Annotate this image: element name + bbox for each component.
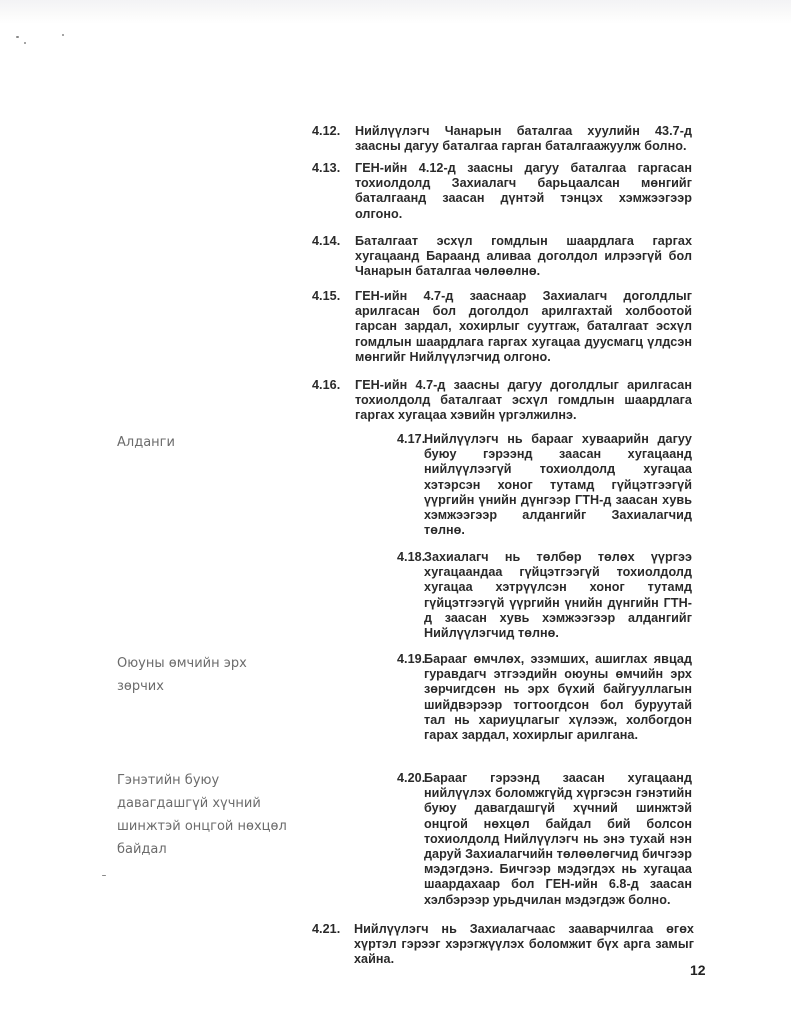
- clause-4-20: [397, 771, 692, 908]
- clause-text: Барааг гэрээнд заасан хугацаанд нийлүүлэх боломжгүйд хүргэсэн гэнэтийн буюу давагдашгүй хүчний шинжтэй онцгой нөхцөл байдал бий болсон тохиолдолд Нийлүүлэгч нь энэ тухай нэн даруй Захиалагчийн төлөөлөгчид бичгээр мэдэгдэнэ. Бичгээр мэдэгдэх нь хугацаа шаардахаар бол ГЕН-ийн 6.8-д заасан хэлбэрээр урьдчилан мэдэгдэж болно.: [424, 771, 692, 907]
- clause-text: Нийлүүлэгч Чанарын баталгаа хуулийн 43.7-д заасны дагуу баталгаа гарган баталгаажуулж болно.: [355, 124, 692, 154]
- clause-4-21: [312, 922, 694, 968]
- clause-4-14: [312, 234, 692, 280]
- clause-4-17: [397, 432, 692, 538]
- clause-number: 4.17.: [397, 432, 426, 446]
- clause-4-12: [312, 124, 692, 154]
- scan-speck: [24, 42, 26, 44]
- clause-number: 4.19.: [397, 652, 426, 666]
- clause-4-19: [397, 652, 692, 743]
- clause-number: 4.20.: [397, 771, 426, 785]
- clause-text: Баталгаат эсхүл гомдлын шаардлага гаргах хугацаанд Бараанд аливаа доголдол илрээгүй бол Чанарын баталгаа чөлөөлнө.: [355, 234, 692, 279]
- sidebar-heading-force-majeure: Гэнэтийн буюу давагдашгүй хүчний шинжтэй онцгой нөхцөл байдал: [117, 773, 287, 857]
- clause-text: Захиалагч нь төлбөр төлөх үүргээ хугацаандаа гүйцэтгээгүй тохиолдолд хугацаа хэтрүүлсэн хоног тутамд гүйцэтгээгүй үүргийн үнийн дүнгийн ГТН-д заасан хувь хэмжээгээр алдангийг Нийлүүлэгчид төлнө.: [424, 550, 692, 641]
- sidebar-heading-intellectual-property: Оюуны өмчийн эрх зөрчих: [117, 656, 247, 694]
- clause-text: Нийлүүлэгч нь барааг хуваарийн дагуу буюу гэрээнд заасан хугацаанд нийлүүлээгүй тохиолдолд хугацаа хэтэрсэн хоног тутамд гүйцэтгээгүй үүргийн үнийн дүнгээр ГТН-д заасан хувь хэмжээгээр алдангийг Захиалагчид төлнө.: [424, 432, 692, 538]
- clause-number: 4.14.: [312, 234, 341, 248]
- clause-4-15: [312, 289, 692, 365]
- clause-number: 4.21.: [312, 922, 341, 936]
- clause-number: 4.15.: [312, 289, 341, 303]
- scan-speck: [16, 36, 19, 38]
- clause-number: 4.12.: [312, 124, 341, 138]
- clause-4-13: [312, 161, 692, 222]
- clause-4-18: [397, 550, 692, 641]
- clause-number: 4.13.: [312, 161, 341, 175]
- scan-speck: [102, 875, 106, 876]
- clause-text: Нийлүүлэгч нь Захиалагчаас зааварчилгаа өгөх хүртэл гэрээг хэрэгжүүлэх боломжит бүх арга замыг хайна.: [354, 922, 694, 967]
- clause-4-16: [312, 378, 692, 424]
- clause-text: ГЕН-ийн 4.7-д заасны дагуу доголдлыг арилгасан тохиолдолд баталгаат эсхүл гомдлын шаардлага гаргах хугацаа хэвийн үргэлжилнэ.: [355, 378, 692, 423]
- clause-text: Барааг өмчлөх, эзэмших, ашиглах явцад гуравдагч этгээдийн оюуны өмчийн эрх зөрчигдсөн нь эрх бүхий байгууллагын шийдвэрээр тогтоогдсон бол буруутай тал нь хариуцлагыг хүлээж, холбогдон гарах зардал, хохирлыг арилгана.: [424, 652, 692, 743]
- sidebar-heading-penalty: Алданги: [117, 435, 175, 450]
- clause-number: 4.18.: [397, 550, 426, 564]
- clause-text: ГЕН-ийн 4.12-д заасны дагуу баталгаа гаргасан тохиолдолд Захиалагч барьцаалсан мөнгийг баталгаанд заасан дүнтэй тэнцэх хэмжээгээр олгоно.: [355, 161, 692, 221]
- scan-speck: [62, 34, 64, 36]
- clause-number: 4.16.: [312, 378, 341, 392]
- clause-text: ГЕН-ийн 4.7-д зааснаар Захиалагч доголдлыг арилгасан бол доголдол арилгахтай холбоотой гарсан зардал, хохирлыг суутгаж, баталгаат эсхүл гомдлын шаардлага гаргах хугацаа дуусмагц үлдсэн мөнгийг Нийлүүлэгчид олгоно.: [355, 289, 692, 364]
- page-number: 12: [690, 962, 706, 978]
